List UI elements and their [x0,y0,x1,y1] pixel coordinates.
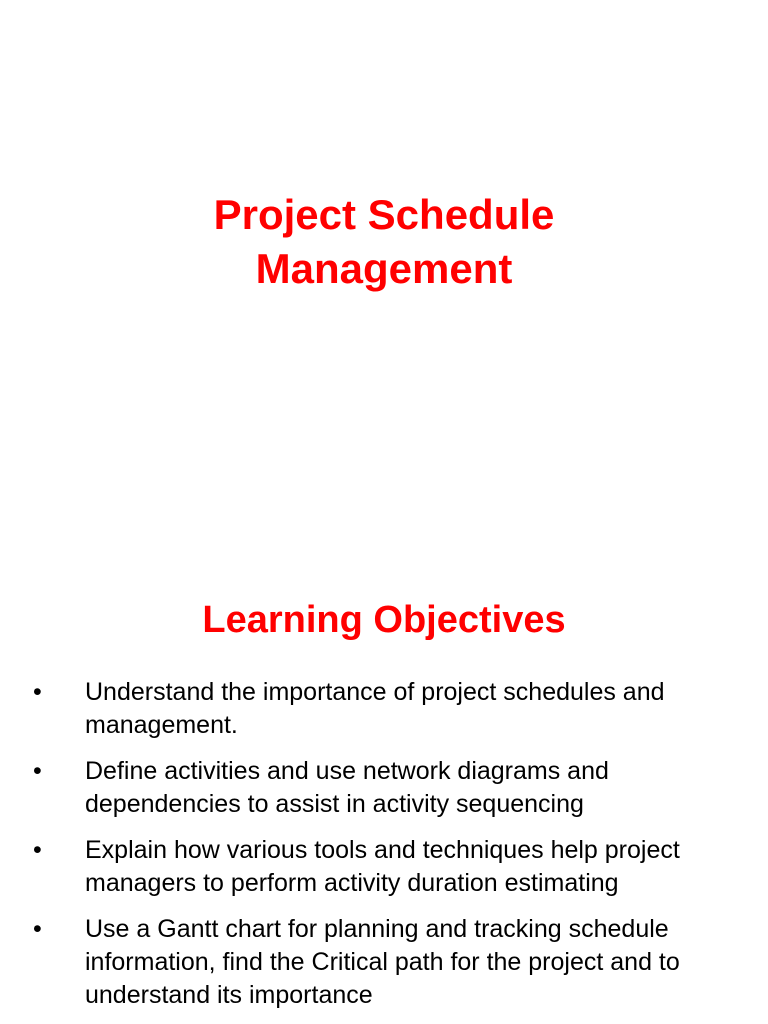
slide-title [0,188,768,296]
objectives-list [0,676,768,1024]
bullet-icon: • [33,757,42,785]
objective-item [0,913,768,1012]
bullet-icon: • [33,915,42,943]
bullet-icon: • [33,678,42,706]
bullet-icon: • [33,836,42,864]
learning-objectives-heading: Learning Objectives [202,599,566,641]
objective-text: Use a Gantt chart for planning and tracking schedule information, find the Critical path for the project and to understand its importance [85,915,680,1009]
objective-text: Explain how various tools and techniques help project managers to perform activity duration estimating [85,836,680,897]
objective-item [0,834,768,900]
objective-text: Define activities and use network diagrams and dependencies to assist in activity sequencing [85,757,609,818]
slide-title-line-1: Project Schedule [213,191,555,238]
slide-title-line-2: Management [255,245,513,292]
objective-item [0,676,768,742]
objective-text: Understand the importance of project schedules and management. [85,678,665,739]
objective-item [0,755,768,821]
